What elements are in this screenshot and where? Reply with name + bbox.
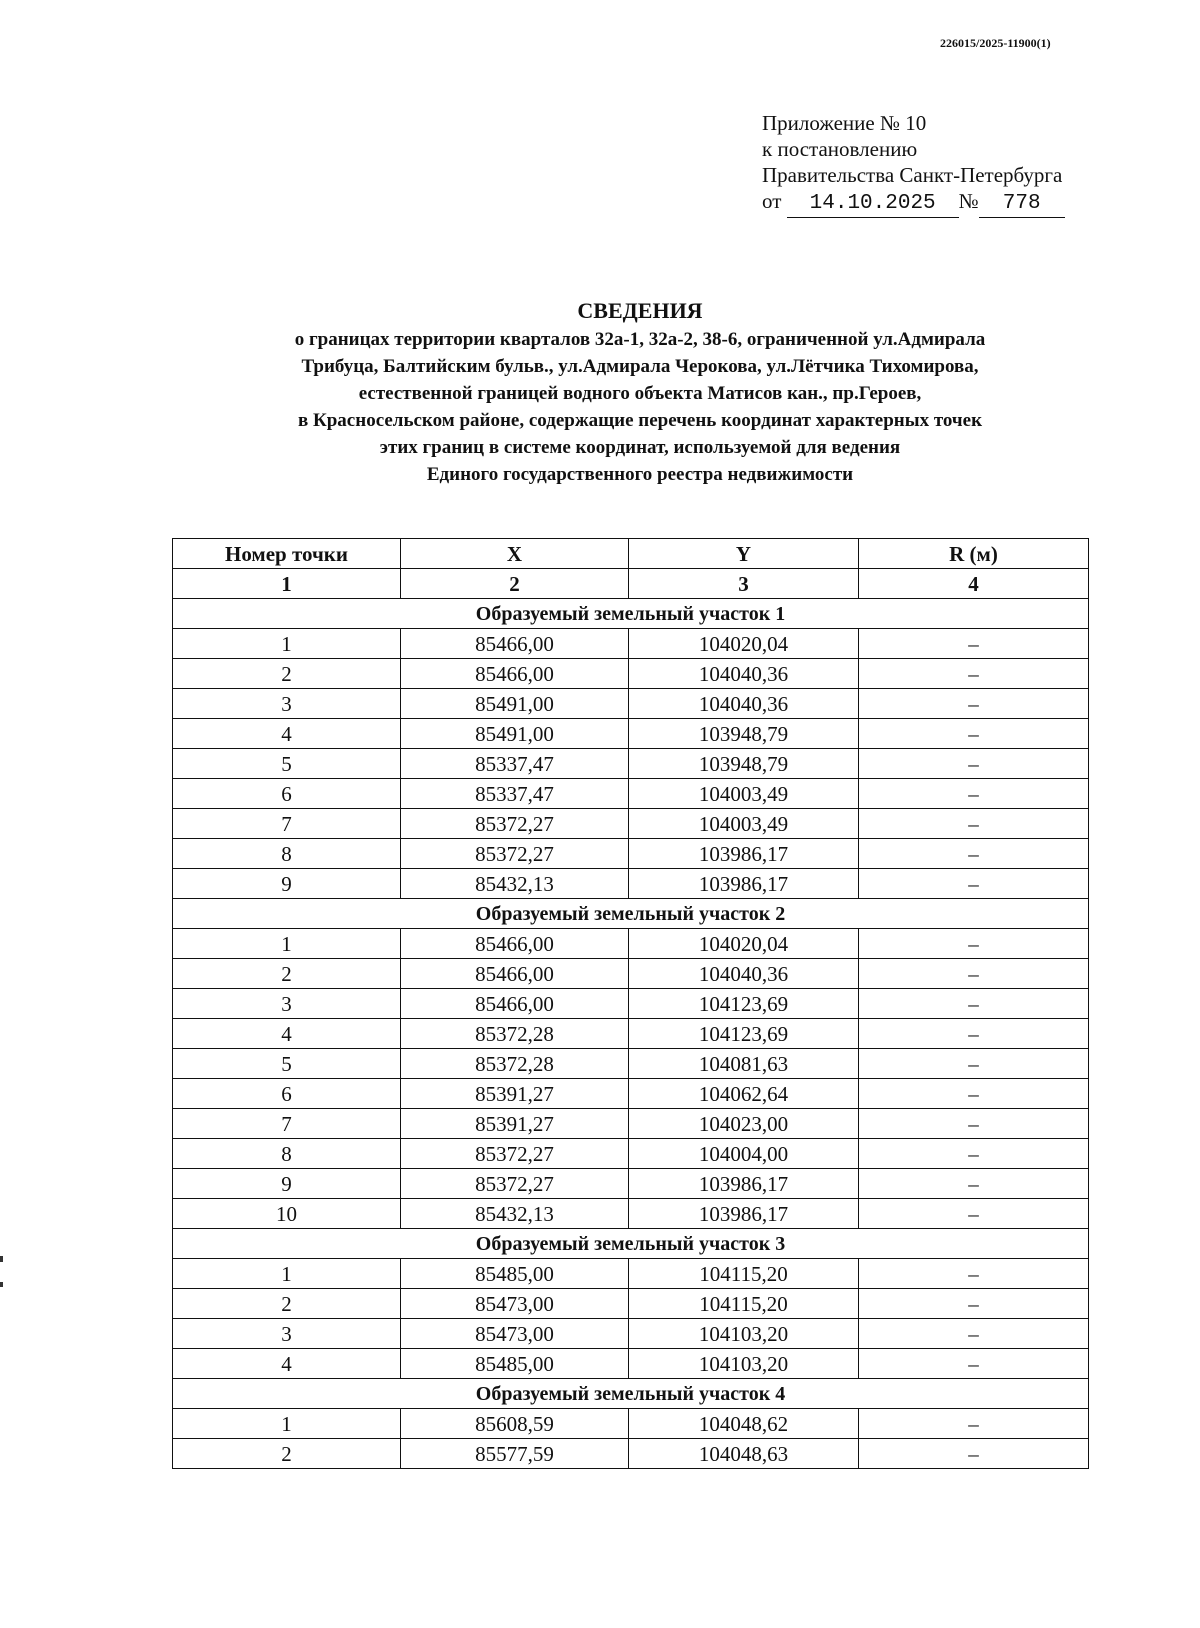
x-cell: 85337,47 [401, 749, 629, 779]
document-title: СВЕДЕНИЯ [577, 298, 703, 323]
table-row [173, 1319, 1089, 1349]
column-number: 4 [859, 569, 1089, 599]
table-row [173, 1259, 1089, 1289]
column-number: 1 [173, 569, 401, 599]
x-cell: 85466,00 [401, 959, 629, 989]
point-number-cell: 1 [173, 629, 401, 659]
y-cell: 103986,17 [629, 1169, 859, 1199]
y-cell: 104020,04 [629, 929, 859, 959]
point-number-cell: 3 [173, 989, 401, 1019]
x-cell: 85372,27 [401, 1139, 629, 1169]
r-cell: – [859, 989, 1089, 1019]
table-row [173, 1139, 1089, 1169]
table-row [173, 659, 1089, 689]
r-cell: – [859, 1049, 1089, 1079]
r-cell: – [859, 1349, 1089, 1379]
x-cell: 85372,27 [401, 809, 629, 839]
document-description [190, 326, 1090, 488]
table-row [173, 1049, 1089, 1079]
x-cell: 85432,13 [401, 869, 629, 899]
x-cell: 85485,00 [401, 1349, 629, 1379]
x-cell: 85608,59 [401, 1409, 629, 1439]
r-cell: – [859, 869, 1089, 899]
point-number-cell: 8 [173, 1139, 401, 1169]
point-number-cell: 5 [173, 749, 401, 779]
y-cell: 103986,17 [629, 839, 859, 869]
r-cell: – [859, 1109, 1089, 1139]
y-cell: 103986,17 [629, 1199, 859, 1229]
section-header-row [173, 899, 1089, 929]
r-cell: – [859, 1439, 1089, 1469]
table-row [173, 869, 1089, 899]
point-number-cell: 5 [173, 1049, 401, 1079]
r-cell: – [859, 689, 1089, 719]
point-number-cell: 2 [173, 1289, 401, 1319]
r-cell: – [859, 1319, 1089, 1349]
r-cell: – [859, 1289, 1089, 1319]
r-cell: – [859, 1259, 1089, 1289]
table-row [173, 1079, 1089, 1109]
x-cell: 85372,27 [401, 839, 629, 869]
point-number-cell: 7 [173, 1109, 401, 1139]
r-cell: – [859, 629, 1089, 659]
section-header-row [173, 1229, 1089, 1259]
y-cell: 104040,36 [629, 689, 859, 719]
r-cell: – [859, 1169, 1089, 1199]
point-number-cell: 2 [173, 659, 401, 689]
x-cell: 85473,00 [401, 1289, 629, 1319]
y-cell: 104103,20 [629, 1349, 859, 1379]
section-title: Образуемый земельный участок 3 [173, 1229, 1089, 1259]
x-cell: 85473,00 [401, 1319, 629, 1349]
y-cell: 104048,63 [629, 1439, 859, 1469]
appendix-line-3: Правительства Санкт-Петербурга [762, 163, 1063, 187]
number-label: № [958, 189, 979, 213]
column-number: 3 [629, 569, 859, 599]
r-cell: – [859, 1019, 1089, 1049]
table-header-row [173, 539, 1089, 569]
r-cell: – [859, 1199, 1089, 1229]
x-cell: 85337,47 [401, 779, 629, 809]
y-cell: 103948,79 [629, 749, 859, 779]
x-cell: 85491,00 [401, 689, 629, 719]
table-row [173, 1439, 1089, 1469]
table-row [173, 1409, 1089, 1439]
point-number-cell: 1 [173, 1259, 401, 1289]
table-row [173, 1109, 1089, 1139]
appendix-block [762, 110, 1065, 218]
appendix-line-1: Приложение № 10 [762, 111, 927, 135]
point-number-cell: 1 [173, 929, 401, 959]
point-number-cell: 2 [173, 959, 401, 989]
r-cell: – [859, 659, 1089, 689]
scan-edge-mark [0, 1282, 3, 1287]
y-cell: 104048,62 [629, 1409, 859, 1439]
table-row [173, 1019, 1089, 1049]
table-row [173, 959, 1089, 989]
table-row [173, 1169, 1089, 1199]
section-title: Образуемый земельный участок 4 [173, 1379, 1089, 1409]
r-cell: – [859, 779, 1089, 809]
y-cell: 103986,17 [629, 869, 859, 899]
x-cell: 85391,27 [401, 1079, 629, 1109]
y-cell: 104123,69 [629, 1019, 859, 1049]
y-cell: 104115,20 [629, 1259, 859, 1289]
appendix-line-2: к постановлению [762, 137, 918, 161]
x-cell: 85466,00 [401, 629, 629, 659]
x-cell: 85372,27 [401, 1169, 629, 1199]
table-row [173, 719, 1089, 749]
point-number-cell: 10 [173, 1199, 401, 1229]
y-cell: 104040,36 [629, 659, 859, 689]
table-row [173, 1349, 1089, 1379]
y-cell: 104004,00 [629, 1139, 859, 1169]
description-line: этих границ в системе координат, используемой для ведения [379, 437, 901, 458]
description-line: о границах территории кварталов 32а-1, 32а-2, 38-6, ограниченной ул.Адмирала [294, 329, 986, 350]
document-heading [170, 296, 1110, 488]
table-row [173, 839, 1089, 869]
x-cell: 85577,59 [401, 1439, 629, 1469]
y-cell: 103948,79 [629, 719, 859, 749]
description-line: в Красносельском районе, содержащие перечень координат характерных точек [297, 410, 983, 431]
y-cell: 104081,63 [629, 1049, 859, 1079]
column-header-y: Y [629, 539, 859, 569]
section-title: Образуемый земельный участок 1 [173, 599, 1089, 629]
r-cell: – [859, 1409, 1089, 1439]
y-cell: 104115,20 [629, 1289, 859, 1319]
column-header-x: X [401, 539, 629, 569]
point-number-cell: 6 [173, 779, 401, 809]
y-cell: 104020,04 [629, 629, 859, 659]
scan-edge-mark [0, 1256, 3, 1262]
table-row [173, 629, 1089, 659]
x-cell: 85466,00 [401, 989, 629, 1019]
x-cell: 85485,00 [401, 1259, 629, 1289]
r-cell: – [859, 839, 1089, 869]
y-cell: 104103,20 [629, 1319, 859, 1349]
point-number-cell: 4 [173, 1019, 401, 1049]
decree-date: 14.10.2025 [787, 191, 959, 218]
x-cell: 85466,00 [401, 929, 629, 959]
point-number-cell: 4 [173, 1349, 401, 1379]
description-line: Единого государственного реестра недвижимости [426, 464, 854, 485]
description-line: Трибуца, Балтийским бульв., ул.Адмирала Черокова, ул.Лётчика Тихомирова, [301, 356, 979, 377]
table-row [173, 989, 1089, 1019]
decree-number: 778 [979, 191, 1065, 218]
r-cell: – [859, 809, 1089, 839]
x-cell: 85491,00 [401, 719, 629, 749]
table-row [173, 809, 1089, 839]
table-row [173, 689, 1089, 719]
description-line: естественной границей водного объекта Матисов кан., пр.Героев, [358, 383, 922, 404]
r-cell: – [859, 1139, 1089, 1169]
x-cell: 85391,27 [401, 1109, 629, 1139]
table-row [173, 929, 1089, 959]
table-row [173, 749, 1089, 779]
r-cell: – [859, 959, 1089, 989]
x-cell: 85466,00 [401, 659, 629, 689]
point-number-cell: 9 [173, 1169, 401, 1199]
table-row [173, 1199, 1089, 1229]
point-number-cell: 3 [173, 689, 401, 719]
y-cell: 104040,36 [629, 959, 859, 989]
document-id: 226015/2025-11900(1) [940, 36, 1051, 50]
x-cell: 85432,13 [401, 1199, 629, 1229]
y-cell: 104003,49 [629, 809, 859, 839]
point-number-cell: 2 [173, 1439, 401, 1469]
section-title: Образуемый земельный участок 2 [173, 899, 1089, 929]
r-cell: – [859, 719, 1089, 749]
table-row [173, 1289, 1089, 1319]
y-cell: 104123,69 [629, 989, 859, 1019]
section-header-row [173, 1379, 1089, 1409]
table-row [173, 779, 1089, 809]
point-number-cell: 6 [173, 1079, 401, 1109]
r-cell: – [859, 749, 1089, 779]
column-number: 2 [401, 569, 629, 599]
x-cell: 85372,28 [401, 1019, 629, 1049]
column-header-point-number: Номер точки [173, 539, 401, 569]
y-cell: 104003,49 [629, 779, 859, 809]
coordinates-table [172, 538, 1089, 1469]
point-number-cell: 9 [173, 869, 401, 899]
point-number-cell: 4 [173, 719, 401, 749]
point-number-cell: 1 [173, 1409, 401, 1439]
point-number-cell: 8 [173, 839, 401, 869]
column-header-r: R (м) [859, 539, 1089, 569]
y-cell: 104062,64 [629, 1079, 859, 1109]
point-number-cell: 3 [173, 1319, 401, 1349]
section-header-row [173, 599, 1089, 629]
x-cell: 85372,28 [401, 1049, 629, 1079]
appendix-date-line [762, 188, 1065, 218]
r-cell: – [859, 929, 1089, 959]
column-number-row [173, 569, 1089, 599]
r-cell: – [859, 1079, 1089, 1109]
from-label: от [762, 189, 782, 213]
point-number-cell: 7 [173, 809, 401, 839]
y-cell: 104023,00 [629, 1109, 859, 1139]
